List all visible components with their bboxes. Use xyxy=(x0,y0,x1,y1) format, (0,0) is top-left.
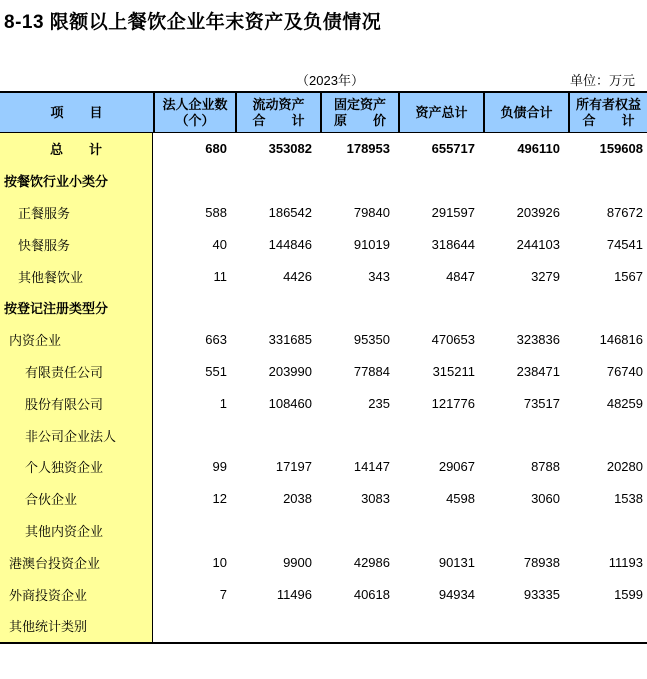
table-row xyxy=(0,356,647,388)
cell-value: 94934 xyxy=(438,586,475,602)
cell-value: 470653 xyxy=(431,332,475,348)
cell-value: 95350 xyxy=(353,332,390,348)
cell-value xyxy=(568,610,647,642)
cell-value xyxy=(235,419,320,451)
table-row xyxy=(0,197,647,229)
row-label: 内资企业 xyxy=(0,324,153,356)
row-label: 外商投资企业 xyxy=(0,578,153,610)
cell-value: 73517 xyxy=(523,395,560,411)
cell-value xyxy=(320,165,398,197)
table-row xyxy=(0,419,647,451)
table-row xyxy=(0,483,647,515)
cell-value: 93335 xyxy=(523,586,560,602)
cell-value: 12 xyxy=(212,491,227,507)
cell-value: 40 xyxy=(212,236,227,252)
cell-value: 551 xyxy=(205,363,227,379)
cell-value xyxy=(235,292,320,324)
cell-value: 87672 xyxy=(606,204,643,220)
cell-value: 588 xyxy=(205,204,227,220)
cell-value: 29067 xyxy=(438,459,475,475)
cell-value: 144846 xyxy=(268,236,312,252)
row-label: 其他内资企业 xyxy=(0,515,153,547)
column-header-line: 合 计 xyxy=(582,112,635,128)
cell-value xyxy=(398,165,483,197)
cell-value: 1567 xyxy=(614,268,643,284)
cell-value: 11 xyxy=(213,268,227,284)
column-header-line: 合 计 xyxy=(252,112,305,128)
cell-value: 3060 xyxy=(531,491,560,507)
table-row xyxy=(0,260,647,292)
row-label: 其他统计类别 xyxy=(0,610,153,642)
cell-value xyxy=(320,292,398,324)
table-row xyxy=(0,324,647,356)
cell-value: 91019 xyxy=(353,236,390,252)
cell-value xyxy=(398,515,483,547)
cell-value: 79840 xyxy=(353,204,390,220)
cell-value: 1538 xyxy=(614,491,643,507)
row-label: 按登记注册类型分 xyxy=(0,292,153,324)
row-label: 港澳台投资企业 xyxy=(0,546,153,578)
cell-value xyxy=(153,610,235,642)
cell-value: 203990 xyxy=(268,363,312,379)
column-header-line: 法人企业数 xyxy=(162,96,228,112)
row-label: 股份有限公司 xyxy=(0,387,153,419)
column-header xyxy=(320,93,398,132)
cell-value xyxy=(398,610,483,642)
cell-value: 11496 xyxy=(276,586,312,602)
table-row xyxy=(0,165,647,197)
cell-value: 244103 xyxy=(516,236,560,252)
statistics-table xyxy=(0,91,647,644)
cell-value: 108460 xyxy=(268,395,312,411)
cell-value: 42986 xyxy=(353,554,390,570)
table-header-row xyxy=(0,91,647,133)
cell-value: 1599 xyxy=(614,586,643,602)
cell-value: 10 xyxy=(212,554,227,570)
cell-value: 315211 xyxy=(432,363,475,379)
table-row xyxy=(0,451,647,483)
unit-note: 单位：万元 xyxy=(569,73,635,88)
cell-value xyxy=(568,292,647,324)
cell-value: 203926 xyxy=(516,204,560,220)
column-header-line: 流动资产 xyxy=(252,96,305,112)
cell-value xyxy=(483,165,568,197)
cell-value: 186542 xyxy=(268,204,312,220)
cell-value: 4598 xyxy=(446,491,475,507)
cell-value xyxy=(483,419,568,451)
cell-value xyxy=(568,165,647,197)
column-header-line: 负债合计 xyxy=(500,104,553,120)
column-header-line: 固定资产 xyxy=(333,96,386,112)
cell-value: 238471 xyxy=(516,363,560,379)
column-header-line: 原 价 xyxy=(333,112,386,128)
cell-value xyxy=(235,515,320,547)
cell-value: 235 xyxy=(368,395,390,411)
column-header xyxy=(398,93,483,132)
cell-value: 77884 xyxy=(353,363,390,379)
row-label: 有限责任公司 xyxy=(0,356,153,388)
cell-value: 3083 xyxy=(361,491,390,507)
cell-value: 76740 xyxy=(606,363,643,379)
cell-value: 496110 xyxy=(517,141,560,157)
cell-value: 323836 xyxy=(516,332,560,348)
year-note: （2023年） xyxy=(296,73,364,88)
row-label: 快餐服务 xyxy=(0,228,153,260)
cell-value xyxy=(153,419,235,451)
cell-value: 680 xyxy=(205,141,227,157)
cell-value: 40618 xyxy=(353,586,390,602)
table-row xyxy=(0,133,647,165)
cell-value: 178953 xyxy=(346,141,390,157)
cell-value: 291597 xyxy=(431,204,475,220)
cell-value: 655717 xyxy=(431,141,475,157)
cell-value: 14147 xyxy=(353,459,390,475)
table-row xyxy=(0,610,647,642)
column-header-item: 项 目 xyxy=(50,104,103,120)
cell-value xyxy=(153,515,235,547)
cell-value: 4847 xyxy=(446,268,475,284)
row-label: 个人独资企业 xyxy=(0,451,153,483)
cell-value: 663 xyxy=(205,332,227,348)
cell-value: 3279 xyxy=(531,268,560,284)
row-label: 按餐饮行业小类分 xyxy=(0,165,153,197)
table-row xyxy=(0,578,647,610)
table-row xyxy=(0,515,647,547)
cell-value: 331685 xyxy=(268,332,312,348)
cell-value: 318644 xyxy=(431,236,475,252)
cell-value: 8788 xyxy=(531,459,560,475)
table-row xyxy=(0,228,647,260)
cell-value xyxy=(235,165,320,197)
cell-value: 353082 xyxy=(268,141,312,157)
column-header-line: 资产总计 xyxy=(415,104,468,120)
cell-value xyxy=(483,292,568,324)
cell-value xyxy=(568,419,647,451)
cell-value xyxy=(320,610,398,642)
row-label: 总 计 xyxy=(0,133,153,165)
cell-value: 99 xyxy=(212,459,227,475)
cell-value xyxy=(483,610,568,642)
cell-value: 48259 xyxy=(606,395,643,411)
column-header xyxy=(568,93,647,132)
cell-value: 121776 xyxy=(431,395,475,411)
cell-value xyxy=(153,292,235,324)
cell-value: 159608 xyxy=(599,141,643,157)
cell-value xyxy=(483,515,568,547)
cell-value xyxy=(235,610,320,642)
cell-value: 146816 xyxy=(599,332,643,348)
cell-value: 1 xyxy=(219,395,227,411)
page-title: 8-13 限额以上餐饮企业年末资产及负债情况 xyxy=(4,12,382,33)
column-header xyxy=(153,93,235,132)
cell-value xyxy=(320,515,398,547)
cell-value: 90131 xyxy=(438,554,475,570)
column-header xyxy=(235,93,320,132)
cell-value: 9900 xyxy=(283,554,312,570)
row-label: 合伙企业 xyxy=(0,483,153,515)
cell-value: 20280 xyxy=(606,459,643,475)
cell-value: 2038 xyxy=(283,491,312,507)
cell-value xyxy=(153,165,235,197)
cell-value: 17197 xyxy=(275,459,312,475)
cell-value: 11193 xyxy=(608,554,643,570)
table-row xyxy=(0,292,647,324)
row-label: 正餐服务 xyxy=(0,197,153,229)
cell-value xyxy=(568,515,647,547)
row-label: 其他餐饮业 xyxy=(0,260,153,292)
cell-value xyxy=(320,419,398,451)
cell-value: 74541 xyxy=(606,236,643,252)
cell-value xyxy=(398,292,483,324)
cell-value: 343 xyxy=(368,268,390,284)
table-row xyxy=(0,387,647,419)
cell-value: 4426 xyxy=(283,268,312,284)
cell-value: 78938 xyxy=(523,554,560,570)
cell-value: 7 xyxy=(219,586,227,602)
cell-value xyxy=(398,419,483,451)
table-row xyxy=(0,546,647,578)
row-label: 非公司企业法人 xyxy=(0,419,153,451)
column-header-line: （个） xyxy=(175,112,215,128)
column-header xyxy=(483,93,568,132)
column-header-line: 所有者权益 xyxy=(575,96,641,112)
table-body xyxy=(0,133,647,644)
